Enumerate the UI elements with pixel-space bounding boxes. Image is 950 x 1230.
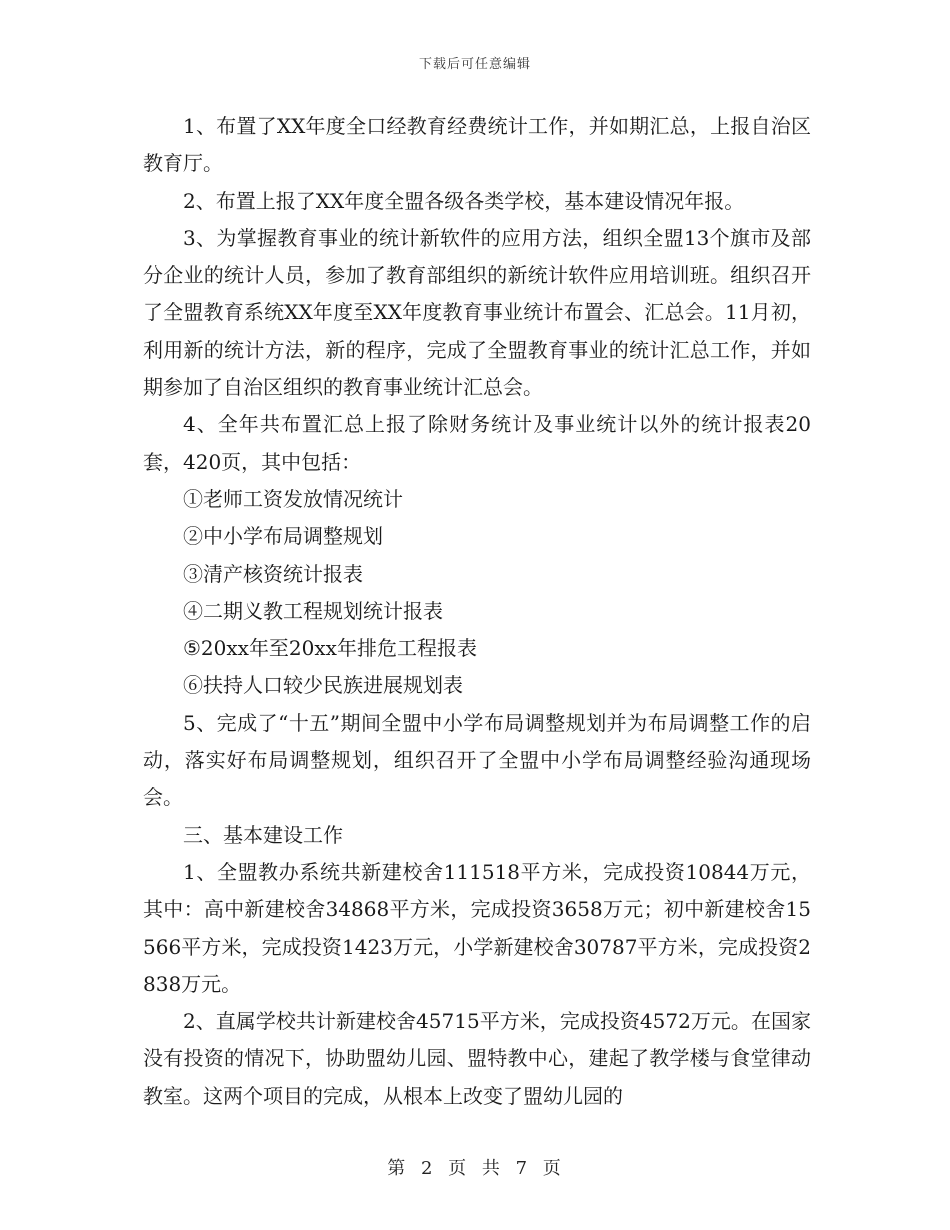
- page-header-note: 下载后可任意编辑: [418, 57, 531, 72]
- list-item: ②中小学布局调整规划: [183, 524, 383, 549]
- section3-paragraph-1: 1、全盟教办系统共新建校舍111518平方米，完成投资10844万元，其中：高中新建校舍34868平方米，完成投资3658万元；初中新建校舍15566平方米，完成投资1423万元，小学新建校舍30787平方米，完成投资2838万元。: [143, 859, 811, 996]
- section-heading: 三、基本建设工作: [183, 822, 343, 847]
- list-item: ⑥扶持人口较少民族进展规划表: [183, 673, 463, 698]
- paragraph-4: 4、全年共布置汇总上报了除财务统计及事业统计以外的统计报表20套，420页，其中包括：: [143, 412, 811, 474]
- section3-paragraph-2: 2、直属学校共计新建校舍45715平方米，完成投资4572万元。在国家没有投资的情况下，协助盟幼儿园、盟特教中心，建起了教学楼与食堂律动教室。这两个项目的完成，从根本上改变了盟幼儿园的: [143, 1009, 811, 1108]
- paragraph-2: 2、布置上报了XX年度全盟各级各类学校，基本建设情况年报。: [183, 188, 745, 213]
- list-item: ③清产核资统计报表: [183, 561, 363, 586]
- paragraph-3: 3、为掌握教育事业的统计新软件的应用方法，组织全盟13个旗市及部分企业的统计人员，参加了教育部组织的新统计软件应用培训班。组织召开了全盟教育系统XX年度至XX年度教育事业统计布置会、汇总会。11月初，利用新的统计方法，新的程序，完成了全盟教育事业的统计汇总工作，并如期参加了自治区组织的教育事业统计汇总会。: [143, 225, 811, 400]
- list-item: ⑤20xx年至20xx年排危工程报表: [183, 636, 477, 661]
- page-number-footer: 第 2 页 共 7 页: [387, 1158, 563, 1179]
- document-body: [143, 108, 811, 1115]
- paragraph-1: 1、布置了XX年度全口经教育经费统计工作，并如期汇总，上报自治区教育厅。: [143, 114, 811, 176]
- list-item: ①老师工资发放情况统计: [183, 486, 403, 511]
- list-item: ④二期义教工程规划统计报表: [183, 598, 443, 623]
- paragraph-5: 5、完成了“十五”期间全盟中小学布局调整规划并为布局调整工作的启动，落实好布局调整规划，组织召开了全盟中小学布局调整经验沟通现场会。: [143, 710, 811, 810]
